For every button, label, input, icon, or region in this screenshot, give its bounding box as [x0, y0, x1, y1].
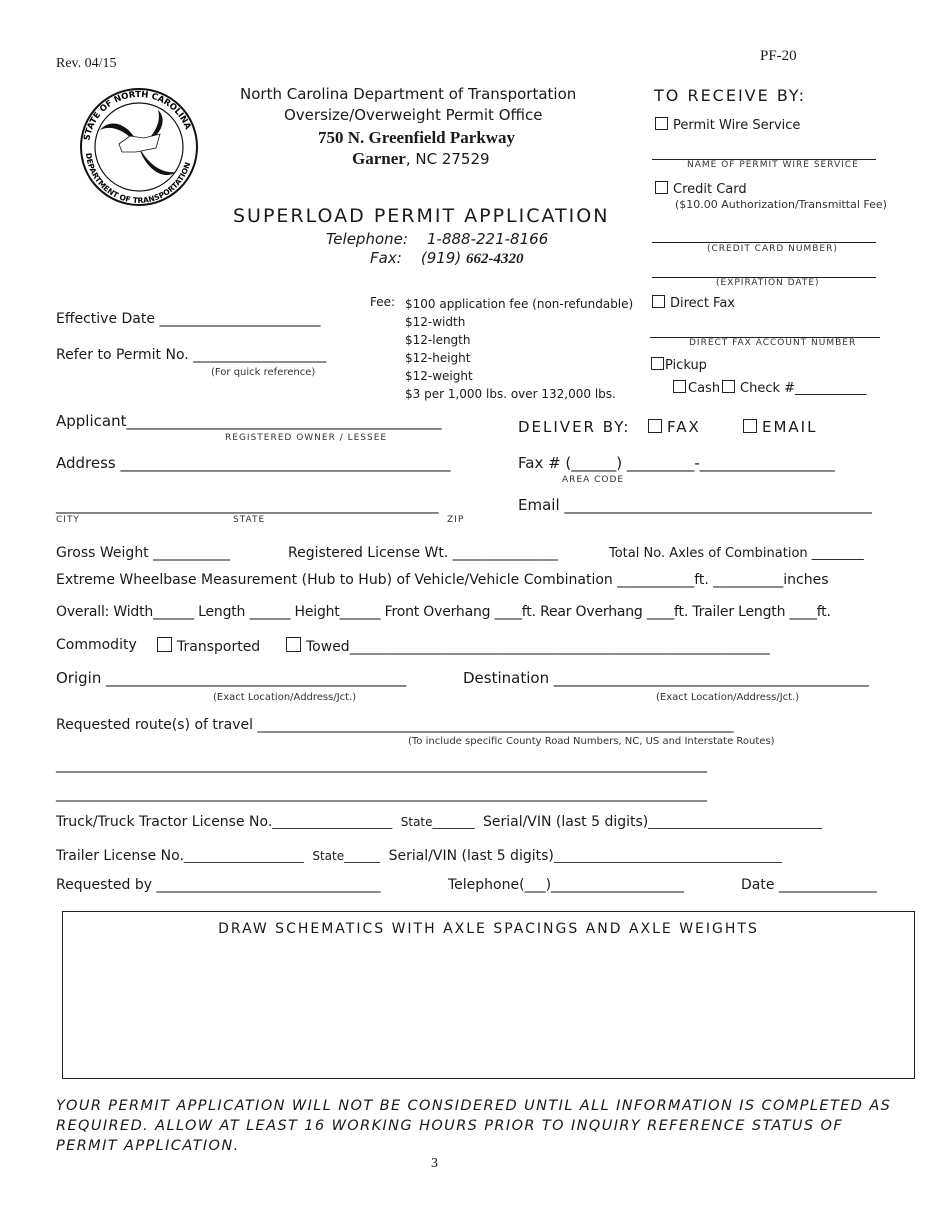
cash-option[interactable]	[673, 380, 720, 396]
route-field[interactable]: Requested route(s) of travel ____________________________________________________________________	[56, 717, 734, 733]
deliver-fax-checkbox[interactable]	[648, 419, 662, 433]
direct-fax-checkbox[interactable]	[652, 295, 665, 308]
revision-label: Rev. 04/15	[56, 56, 117, 71]
gross-weight-field[interactable]: Gross Weight ___________	[56, 545, 231, 561]
deliver-email-label: EMAIL	[762, 418, 818, 436]
truck-vin-input[interactable]: _____________________________	[648, 815, 823, 829]
fax-number: 662-4320	[465, 251, 524, 267]
fax-area: (919)	[420, 249, 462, 267]
fee-list	[405, 295, 633, 403]
pickup-label: Pickup	[665, 358, 707, 373]
check-option[interactable]	[722, 380, 867, 396]
permit-wire-checkbox[interactable]	[655, 117, 668, 130]
destination-caption: (Exact Location/Address/Jct.)	[656, 692, 800, 703]
schematic-heading: DRAW SCHEMATICS WITH AXLE SPACINGS AND AXLE WEIGHTS	[218, 921, 759, 937]
trailer-vin-label: Serial/VIN (last 5 digits)	[388, 848, 554, 864]
wheelbase-field[interactable]: Extreme Wheelbase Measurement (Hub to Hub) of Vehicle/Vehicle Combination ___________ft. __________inches	[56, 572, 829, 588]
credit-card-number-caption: (CREDIT CARD NUMBER)	[707, 244, 838, 254]
applicant-field[interactable]: Applicant__________________________________________	[56, 412, 442, 430]
direct-fax-label: Direct Fax	[670, 296, 735, 311]
commodity-label: Commodity	[56, 637, 137, 653]
expiration-caption: (EXPIRATION DATE)	[716, 278, 820, 288]
fee-item: $100 application fee (non-refundable)	[405, 297, 634, 311]
fee-item: $12-length	[405, 333, 471, 347]
completion-notice	[56, 1096, 891, 1156]
total-axles-field[interactable]: Total No. Axles of Combination ________	[609, 546, 864, 561]
ncdot-seal-logo	[72, 86, 206, 208]
deliver-by-label: DELIVER BY:	[518, 418, 631, 436]
email-field[interactable]: Email _________________________________________	[518, 496, 872, 514]
fee-item: $12-height	[405, 351, 471, 365]
credit-card-checkbox[interactable]	[655, 181, 668, 194]
svg-text:DEPARTMENT OF TRANSPORTATION	[84, 152, 192, 205]
requester-telephone-field[interactable]: Telephone(___)___________________	[448, 877, 685, 893]
transported-option[interactable]	[157, 637, 260, 655]
registered-license-field[interactable]: Registered License Wt. _______________	[288, 545, 558, 561]
telephone-line	[326, 230, 548, 248]
fax-number-field[interactable]: Fax # (______) _________-__________________	[518, 454, 835, 472]
fax-label: Fax:	[370, 249, 402, 267]
seal-bottom-text: DEPARTMENT OF TRANSPORTATION	[84, 152, 193, 206]
trailer-license-label: Trailer License No.	[56, 848, 184, 864]
address-state-zip: , NC 27529	[405, 150, 490, 168]
overall-dimensions-field[interactable]: Overall: Width______ Length ______ Height______ Front Overhang ____ft. Rear Overhang ____ft. Trailer Length ____ft.	[56, 604, 831, 620]
form-number: PF-20	[760, 48, 797, 64]
state-caption: STATE	[233, 515, 266, 525]
notice-line: PERMIT APPLICATION.	[56, 1138, 240, 1154]
origin-caption: (Exact Location/Address/Jct.)	[213, 692, 357, 703]
towed-field[interactable]: Towed____________________________________________________________	[306, 639, 770, 655]
seal-top-text: STATE OF NORTH CAROLINA	[82, 89, 193, 142]
svg-text:STATE OF NORTH CAROLINA	[82, 90, 192, 141]
address-line-2-field[interactable]: ___________________________________________________	[56, 496, 439, 514]
area-code-caption: AREA CODE	[562, 475, 625, 485]
origin-field[interactable]: Origin ________________________________________	[56, 669, 407, 687]
address-field[interactable]: Address ____________________________________________	[56, 454, 451, 472]
notice-line: YOUR PERMIT APPLICATION WILL NOT BE CONSIDERED UNTIL ALL INFORMATION IS COMPLETED AS	[56, 1098, 892, 1114]
city-caption: CITY	[56, 515, 80, 525]
truck-state-label: State	[400, 815, 433, 829]
deliver-fax-option[interactable]	[648, 418, 701, 436]
trailer-state-input[interactable]: ______	[344, 849, 381, 863]
telephone-number: 1-888-221-8166	[427, 230, 549, 248]
trailer-license-input[interactable]: ____________________	[183, 849, 304, 863]
permit-wire-option[interactable]	[655, 117, 800, 133]
pickup-checkbox[interactable]	[651, 357, 664, 370]
address-city-line	[352, 149, 490, 169]
pickup-option[interactable]	[651, 357, 707, 373]
address-line-1: 750 N. Greenfield Parkway	[318, 128, 516, 147]
permit-wire-caption: NAME OF PERMIT WIRE SERVICE	[687, 160, 859, 170]
receive-heading: TO RECEIVE BY:	[654, 86, 806, 105]
notice-line: REQUIRED. ALLOW AT LEAST 16 WORKING HOURS PRIOR TO INQUIRY REFERENCE STATUS OF	[56, 1118, 844, 1134]
truck-state-input[interactable]: _______	[432, 815, 475, 829]
towed-option[interactable]	[286, 637, 770, 655]
telephone-label: Telephone:	[326, 230, 408, 248]
fee-label: Fee:	[370, 295, 396, 309]
org-line-1: North Carolina Department of Transportation	[240, 85, 577, 103]
refer-permit-field[interactable]: Refer to Permit No. ___________________	[56, 347, 327, 363]
route-caption: (To include specific County Road Numbers, NC, US and Interstate Routes)	[408, 736, 775, 747]
transported-label: Transported	[177, 639, 261, 655]
deliver-fax-label: FAX	[667, 418, 701, 436]
cash-checkbox[interactable]	[673, 380, 686, 393]
credit-card-label: Credit Card	[673, 182, 747, 197]
org-line-2: Oversize/Overweight Permit Office	[284, 106, 543, 124]
truck-license-label: Truck/Truck Tractor License No.	[56, 814, 273, 830]
form-title: SUPERLOAD PERMIT APPLICATION	[233, 205, 610, 227]
registered-owner-caption: REGISTERED OWNER / LESSEE	[225, 433, 388, 443]
zip-caption: ZIP	[447, 515, 465, 525]
direct-fax-caption: DIRECT FAX ACCOUNT NUMBER	[689, 338, 857, 348]
deliver-email-option[interactable]	[743, 418, 817, 436]
fax-line	[370, 249, 523, 268]
deliver-email-checkbox[interactable]	[743, 419, 757, 433]
page-number: 3	[431, 1156, 438, 1171]
truck-license-input[interactable]: ____________________	[272, 815, 393, 829]
truck-vin-label: Serial/VIN (last 5 digits)	[482, 814, 649, 830]
fee-item: $12-width	[405, 315, 466, 329]
route-line-2[interactable]: _____________________________________________________________________________________________	[56, 757, 707, 773]
cash-label: Cash	[688, 381, 721, 396]
transported-checkbox[interactable]	[157, 637, 172, 652]
truck-license-row	[56, 814, 822, 830]
credit-card-option[interactable]	[655, 181, 747, 197]
trailer-state-label: State	[312, 849, 345, 863]
credit-card-number-line[interactable]	[652, 242, 876, 243]
permit-wire-label: Permit Wire Service	[673, 118, 801, 133]
credit-card-fee: ($10.00 Authorization/Transmittal Fee)	[675, 198, 887, 211]
check-label: Check #___________	[740, 381, 867, 396]
direct-fax-option[interactable]	[652, 295, 735, 311]
quick-reference-note: (For quick reference)	[211, 367, 316, 378]
route-line-3[interactable]: _____________________________________________________________________________________________	[56, 786, 707, 802]
fee-item: $12-weight	[405, 369, 473, 383]
requested-by-field[interactable]: Requested by ________________________________	[56, 877, 381, 893]
trailer-license-row	[56, 848, 782, 864]
trailer-vin-input[interactable]: ______________________________________	[553, 849, 782, 863]
fee-item: $3 per 1,000 lbs. over 132,000 lbs.	[405, 387, 616, 401]
address-city: Garner	[352, 149, 406, 168]
schematic-drawing-area[interactable]	[62, 911, 915, 1079]
towed-checkbox[interactable]	[286, 637, 301, 652]
request-date-field[interactable]: Date ______________	[741, 877, 877, 893]
destination-field[interactable]: Destination __________________________________________	[463, 669, 869, 687]
check-checkbox[interactable]	[722, 380, 735, 393]
effective-date-field[interactable]: Effective Date _______________________	[56, 311, 321, 327]
